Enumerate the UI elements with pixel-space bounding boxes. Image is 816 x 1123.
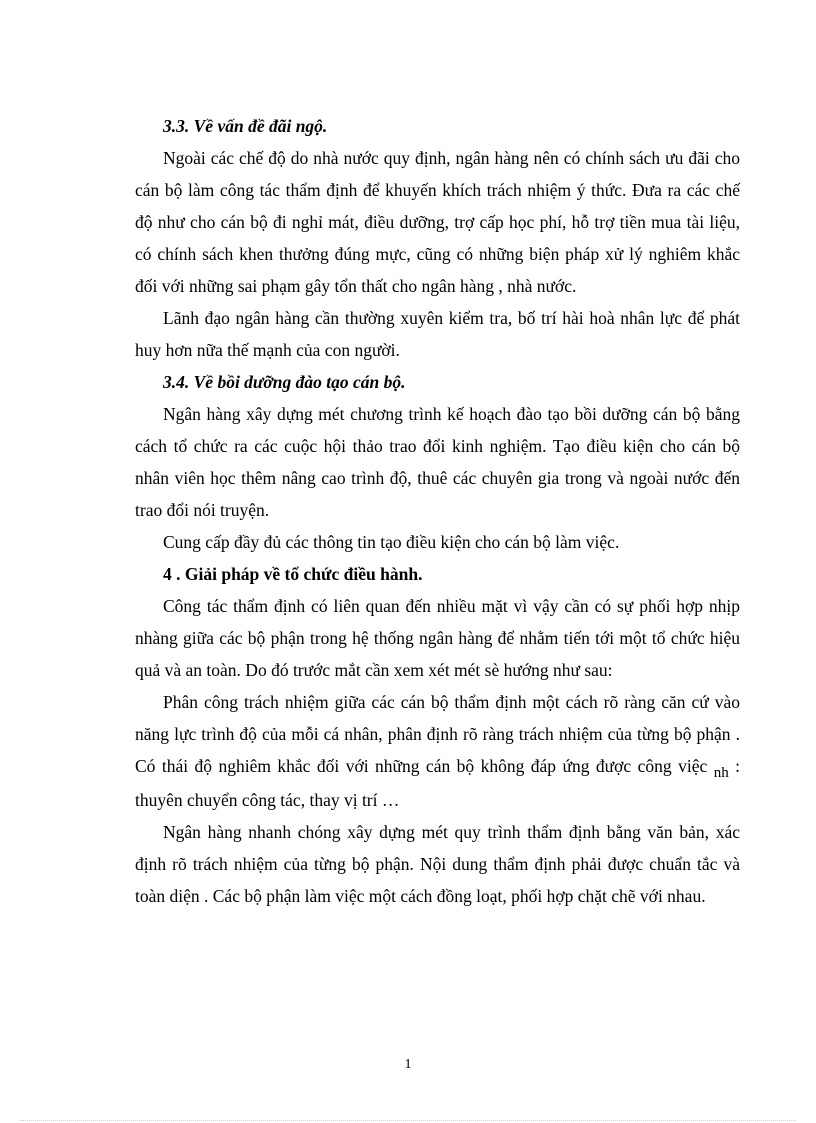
document-body (135, 110, 740, 912)
page-number: 1 (404, 1057, 412, 1072)
subscript-text: nh (713, 765, 729, 781)
section-heading-4: 4 . Giải pháp về tổ chức điều hành. (163, 564, 423, 584)
page-bottom-divider (20, 1120, 796, 1121)
paragraph: Cung cấp đầy đủ các thông tin tạo điều kiện cho cán bộ làm việc. (163, 532, 620, 552)
paragraph: Ngân hàng nhanh chóng xây dựng mét quy trình thẩm định bằng văn bản, xác định rõ trách nhiệm của từng bộ phận. Nội dung thẩm định phải được chuẩn tắc và toàn diện . Các bộ phận làm việc một cách đồng loạt, phối hợp chặt chẽ với nhau. (135, 822, 740, 906)
paragraph: Ngân hàng xây dựng mét chương trình kế hoạch đào tạo bồi dưỡng cán bộ bằng cách tổ chức ra các cuộc hội thảo trao đổi kinh nghiệm. Tạo điều kiện cho cán bộ nhân viên học thêm nâng cao trình độ, thuê các chuyên gia trong và ngoài nước đến trao đổi nói truyện. (135, 404, 740, 520)
section-heading-3-4: 3.4. Về bồi dưỡng đào tạo cán bộ. (163, 372, 406, 392)
section-heading-3-3: 3.3. Về vấn đề đãi ngộ. (163, 116, 328, 136)
paragraph: Lãnh đạo ngân hàng cần thường xuyên kiểm tra, bố trí hài hoà nhân lực để phát huy hơn nữa thế mạnh của con người. (135, 308, 740, 360)
paragraph-text: Phân công trách nhiệm giữa các cán bộ thẩm định một cách rõ ràng căn cứ vào năng lực trình độ của mỗi cá nhân, phân định rõ ràng trách nhiệm của từng bộ phận . Có thái độ nghiêm khắc đối với những cán bộ không đáp ứng được công việc (135, 692, 740, 776)
paragraph-tail: : thuyên chuyển công tác, thay vị trí … (135, 756, 740, 810)
paragraph-with-subscript (135, 686, 740, 816)
paragraph: Công tác thẩm định có liên quan đến nhiều mặt vì vậy cần có sự phối hợp nhịp nhàng giữa các bộ phận trong hệ thống ngân hàng để nhằm tiến tới một tổ chức hiệu quả và an toàn. Do đó trước mắt cần xem xét mét sè hướng như sau: (135, 596, 740, 680)
paragraph: Ngoài các chế độ do nhà nước quy định, ngân hàng nên có chính sách ưu đãi cho cán bộ làm công tác thẩm định để khuyến khích trách nhiệm ý thức. Đưa ra các chế độ như cho cán bộ đi nghỉ mát, điều dưỡng, trợ cấp học phí, hỗ trợ tiền mua tài liệu, có chính sách khen thưởng đúng mực, cũng có những biện pháp xử lý nghiêm khắc đối với những sai phạm gây tổn thất cho ngân hàng , nhà nước. (135, 148, 740, 296)
